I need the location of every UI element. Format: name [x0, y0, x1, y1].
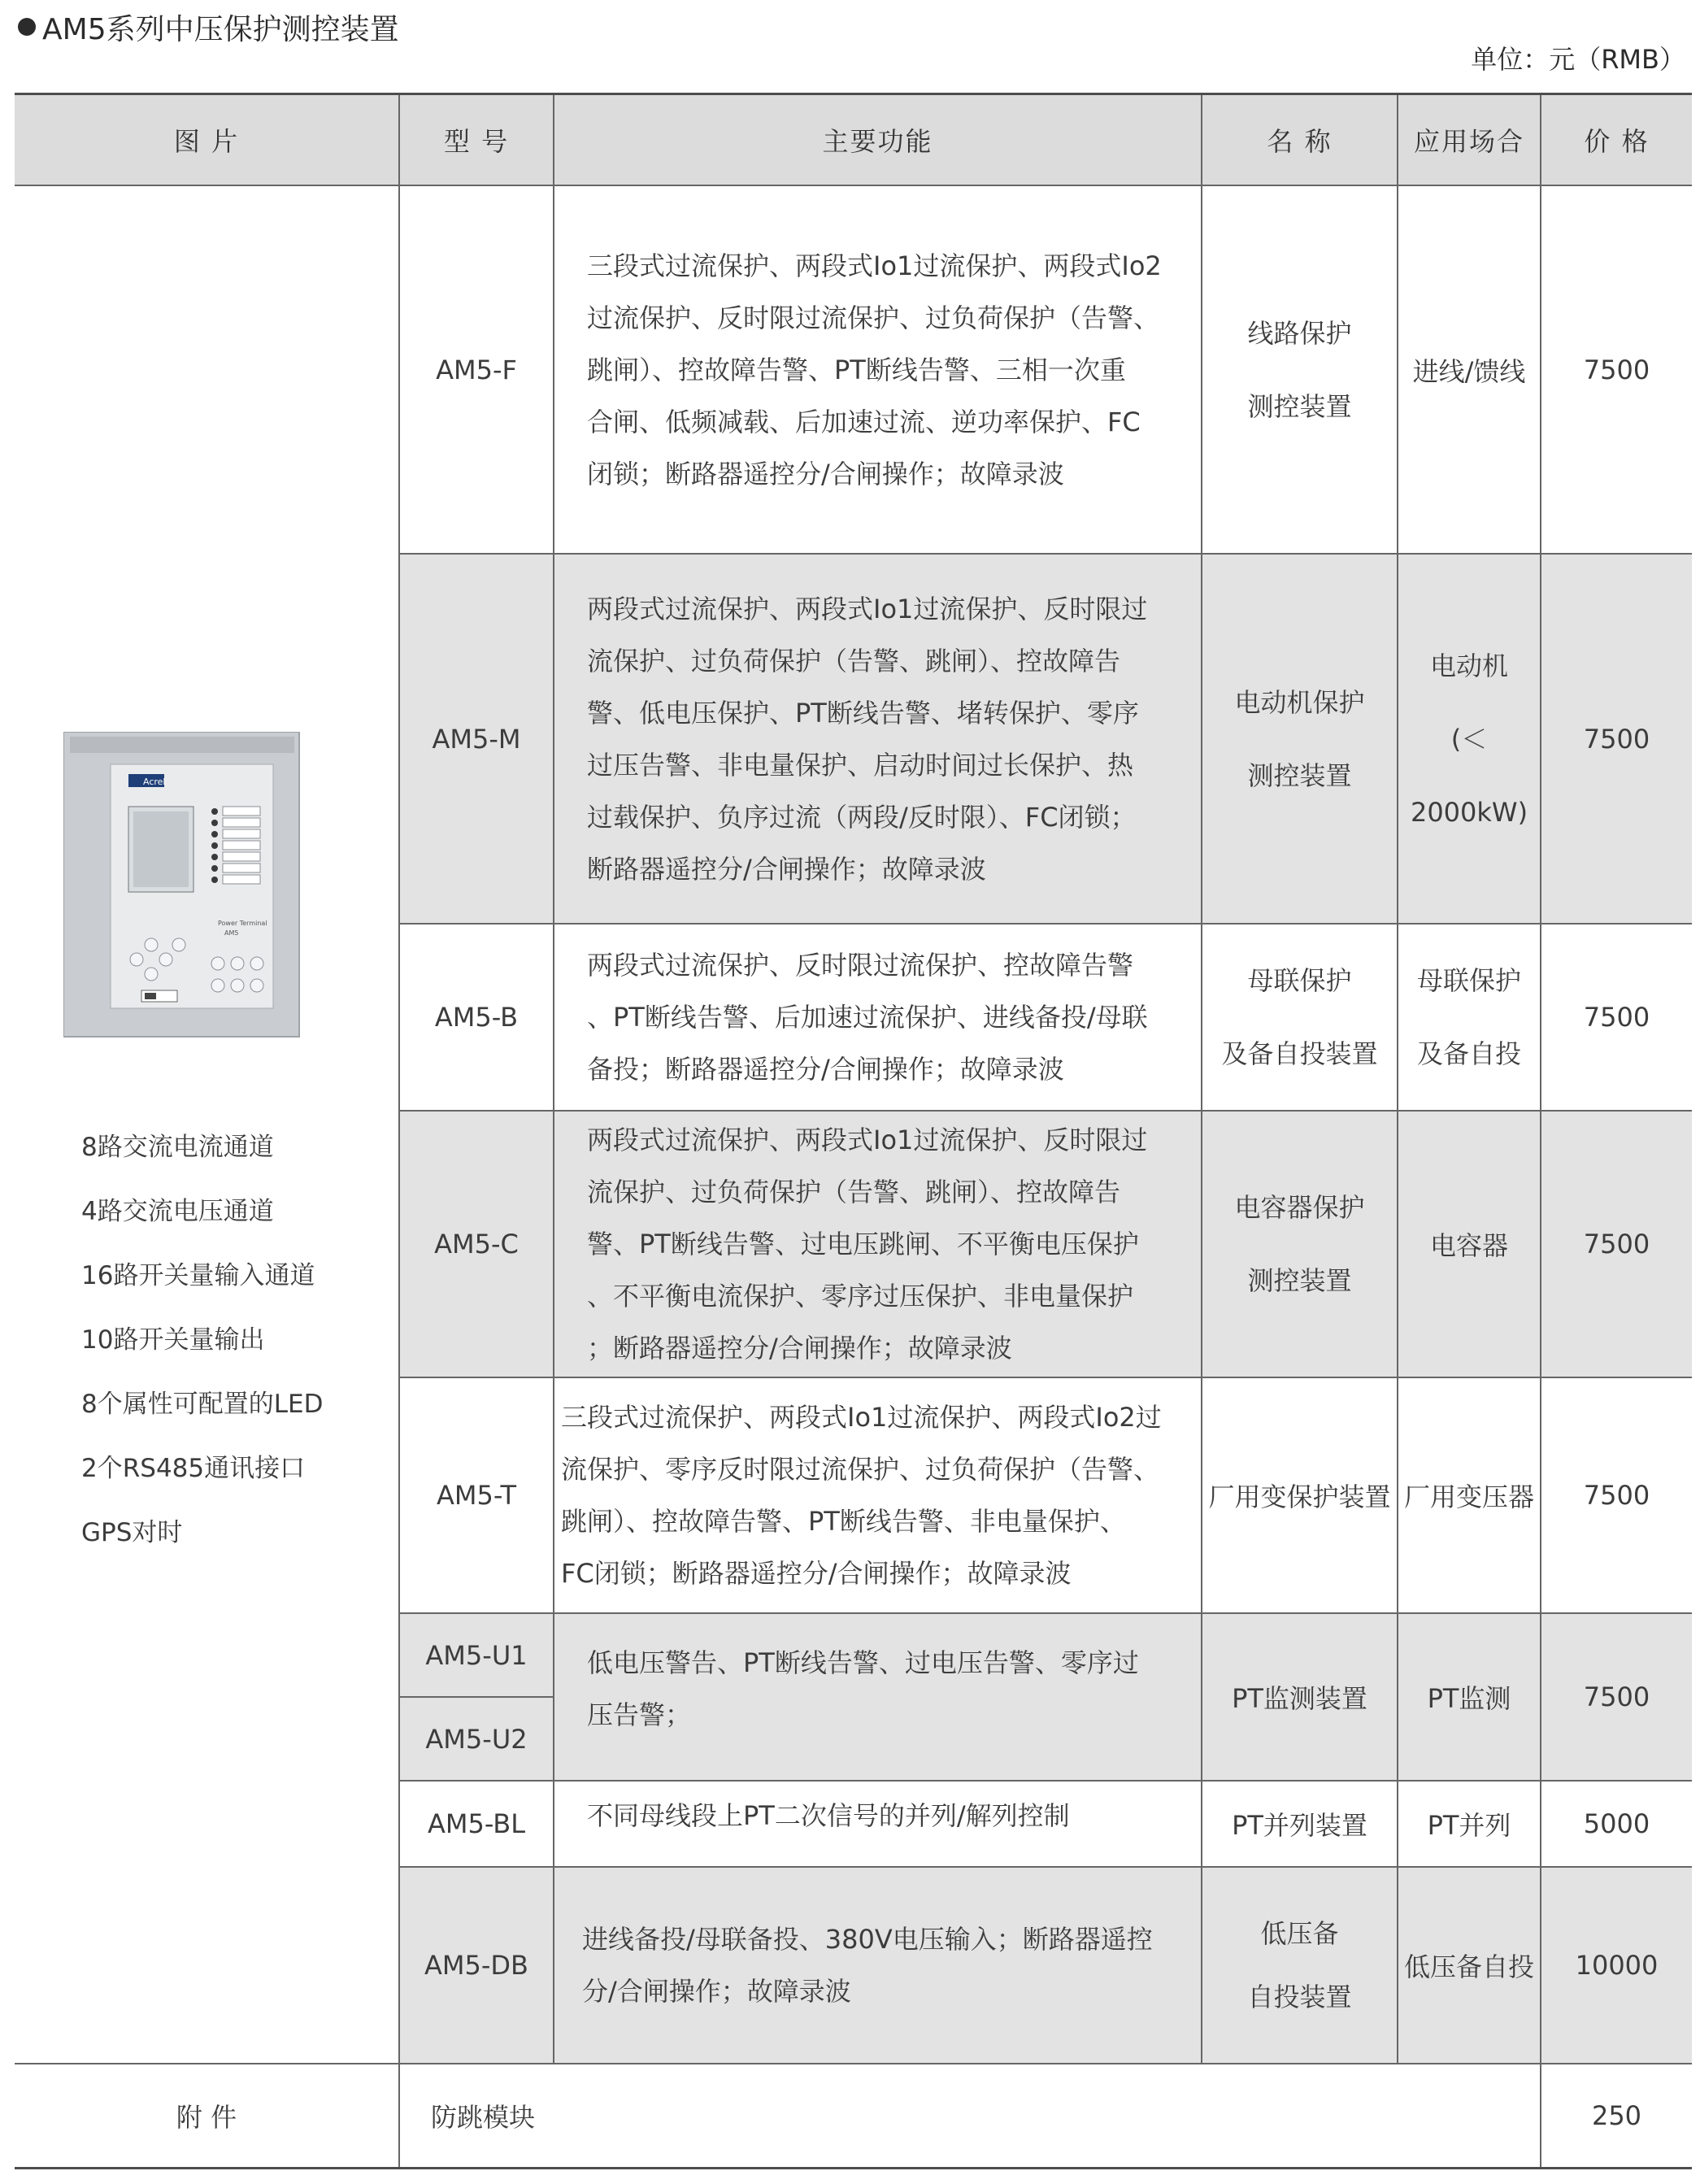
row-function-text: 两段式过流保护、两段式Io1过流保护、反时限过 流保护、过负荷保护（告警、跳闸）、控故障告 警、低电压保护、PT断线告警、堵转保护、零序 过压告警、非电量保护、启动时间过长保护、热 过载保护、负序过流（两段/反时限）、FC闭锁； 断路器遥控分/合闸操作；故障录波: [587, 593, 1148, 885]
row-application: 进线/馈线: [1397, 185, 1540, 553]
row-model: AM5-C: [398, 1110, 553, 1377]
row-function-text: 不同母线段上PT二次信号的并列/解列控制: [587, 1800, 1070, 1831]
row-name: PT并列装置: [1201, 1780, 1397, 1866]
header-application: 应用场合: [1397, 95, 1540, 185]
page-title: [18, 3, 399, 50]
row-application: 电容器: [1397, 1110, 1540, 1377]
row-function: [553, 1377, 1201, 1612]
row-model: AM5-F: [398, 185, 553, 553]
row-price: 7500: [1540, 1612, 1692, 1780]
row-function: [553, 923, 1201, 1110]
row-model-secondary: AM5-U2: [398, 1696, 553, 1780]
header-model: 型 号: [398, 95, 553, 185]
header-name: 名 称: [1201, 95, 1397, 185]
row-function: [553, 553, 1201, 923]
feature-item: GPS对时: [81, 1518, 183, 1547]
header-function: 主要功能: [553, 95, 1201, 185]
row-application: 厂用变压器: [1397, 1377, 1540, 1612]
row-name: 电动机保护 测控装置: [1201, 553, 1397, 923]
feature-item: 2个RS485通讯接口: [81, 1454, 306, 1483]
feature-item: 4路交流电压通道: [81, 1197, 274, 1226]
currency-unit: 单位：元（RMB）: [1471, 44, 1685, 75]
accessory-label: 附 件: [15, 2063, 398, 2167]
device-image: [63, 732, 307, 1048]
row-application: 母联保护 及备自投: [1397, 923, 1540, 1110]
row-application: PT并列: [1397, 1780, 1540, 1866]
feature-item: 8路交流电流通道: [81, 1133, 274, 1162]
row-price: 10000: [1540, 1866, 1692, 2063]
row-function: [553, 1780, 1201, 1866]
row-model: AM5-DB: [398, 1866, 553, 2063]
row-name: PT监测装置: [1201, 1612, 1397, 1780]
row-name: 厂用变保护装置: [1201, 1377, 1397, 1612]
row-function: [553, 1866, 1201, 2063]
row-name: 线路保护 测控装置: [1201, 185, 1397, 553]
row-price: 7500: [1540, 923, 1692, 1110]
row-name: 低压备 自投装置: [1201, 1866, 1397, 2063]
row-price: 5000: [1540, 1780, 1692, 1866]
header-picture: 图 片: [15, 95, 398, 185]
row-model: AM5-T: [398, 1377, 553, 1612]
row-model: AM5-B: [398, 923, 553, 1110]
feature-list: [81, 1116, 323, 1565]
row-price: 7500: [1540, 185, 1692, 553]
accessory-item: 防跳模块: [398, 2063, 1540, 2167]
row-function-text: 三段式过流保护、两段式Io1过流保护、两段式Io2过 流保护、零序反时限过流保护、过负荷保护（告警、 跳闸）、控故障告警、PT断线告警、非电量保护、 FC闭锁；断路器遥控分/合闸操作；故障录波: [561, 1402, 1162, 1589]
row-function: [553, 1110, 1201, 1377]
row-function-text: 三段式过流保护、两段式Io1过流保护、两段式Io2 过流保护、反时限过流保护、过负荷保护（告警、 跳闸）、控故障告警、PT断线告警、三相一次重 合闸、低频减载、后加速过流、逆功率保护、FC 闭锁；断路器遥控分/合闸操作；故障录波: [587, 250, 1162, 489]
row-name: 母联保护 及备自投装置: [1201, 923, 1397, 1110]
row-price: 7500: [1540, 553, 1692, 923]
device-terminal-label: Power Terminal: [218, 920, 267, 927]
row-function-text: 低电压警告、PT断线告警、过电压告警、零序过 压告警；: [587, 1647, 1139, 1730]
row-model: AM5-BL: [398, 1780, 553, 1866]
table-bottom-rule: [15, 2167, 1692, 2169]
row-function-text: 两段式过流保护、反时限过流保护、控故障告警 、PT断线告警、后加速过流保护、进线备投/母联 备投；断路器遥控分/合闸操作；故障录波: [587, 950, 1148, 1085]
row-function: [553, 185, 1201, 553]
device-model-label: AM5: [224, 929, 239, 937]
row-name: 电容器保护 测控装置: [1201, 1110, 1397, 1377]
row-application: PT监测: [1397, 1612, 1540, 1780]
bullet-icon: [18, 18, 36, 36]
feature-item: 8个属性可配置的LED: [81, 1390, 324, 1419]
feature-item: 10路开关量输出: [81, 1325, 265, 1355]
accessory-price: 250: [1540, 2063, 1692, 2167]
device-brand: Acrel: [143, 777, 166, 787]
row-function: [553, 1612, 1201, 1780]
row-function-text: 两段式过流保护、两段式Io1过流保护、反时限过 流保护、过负荷保护（告警、跳闸）、控故障告 警、PT断线告警、过电压跳闸、不平衡电压保护 、不平衡电流保护、零序过压保护、非电量保护 ；断路器遥控分/合闸操作；故障录波: [587, 1125, 1148, 1364]
row-price: 7500: [1540, 1377, 1692, 1612]
feature-item: 16路开关量输入通道: [81, 1261, 315, 1290]
row-application: 低压备自投: [1397, 1866, 1540, 2063]
row-price: 7500: [1540, 1110, 1692, 1377]
row-function-text: 进线备投/母联备投、380V电压输入；断路器遥控 分/合闸操作；故障录波: [582, 1924, 1153, 2007]
row-application: 电动机 (＜2000kW): [1397, 553, 1540, 923]
row-model: AM5-M: [398, 553, 553, 923]
row-model: AM5-U1: [398, 1612, 553, 1696]
header-price: 价 格: [1540, 95, 1692, 185]
title-text: AM5系列中压保护测控装置: [42, 12, 399, 46]
